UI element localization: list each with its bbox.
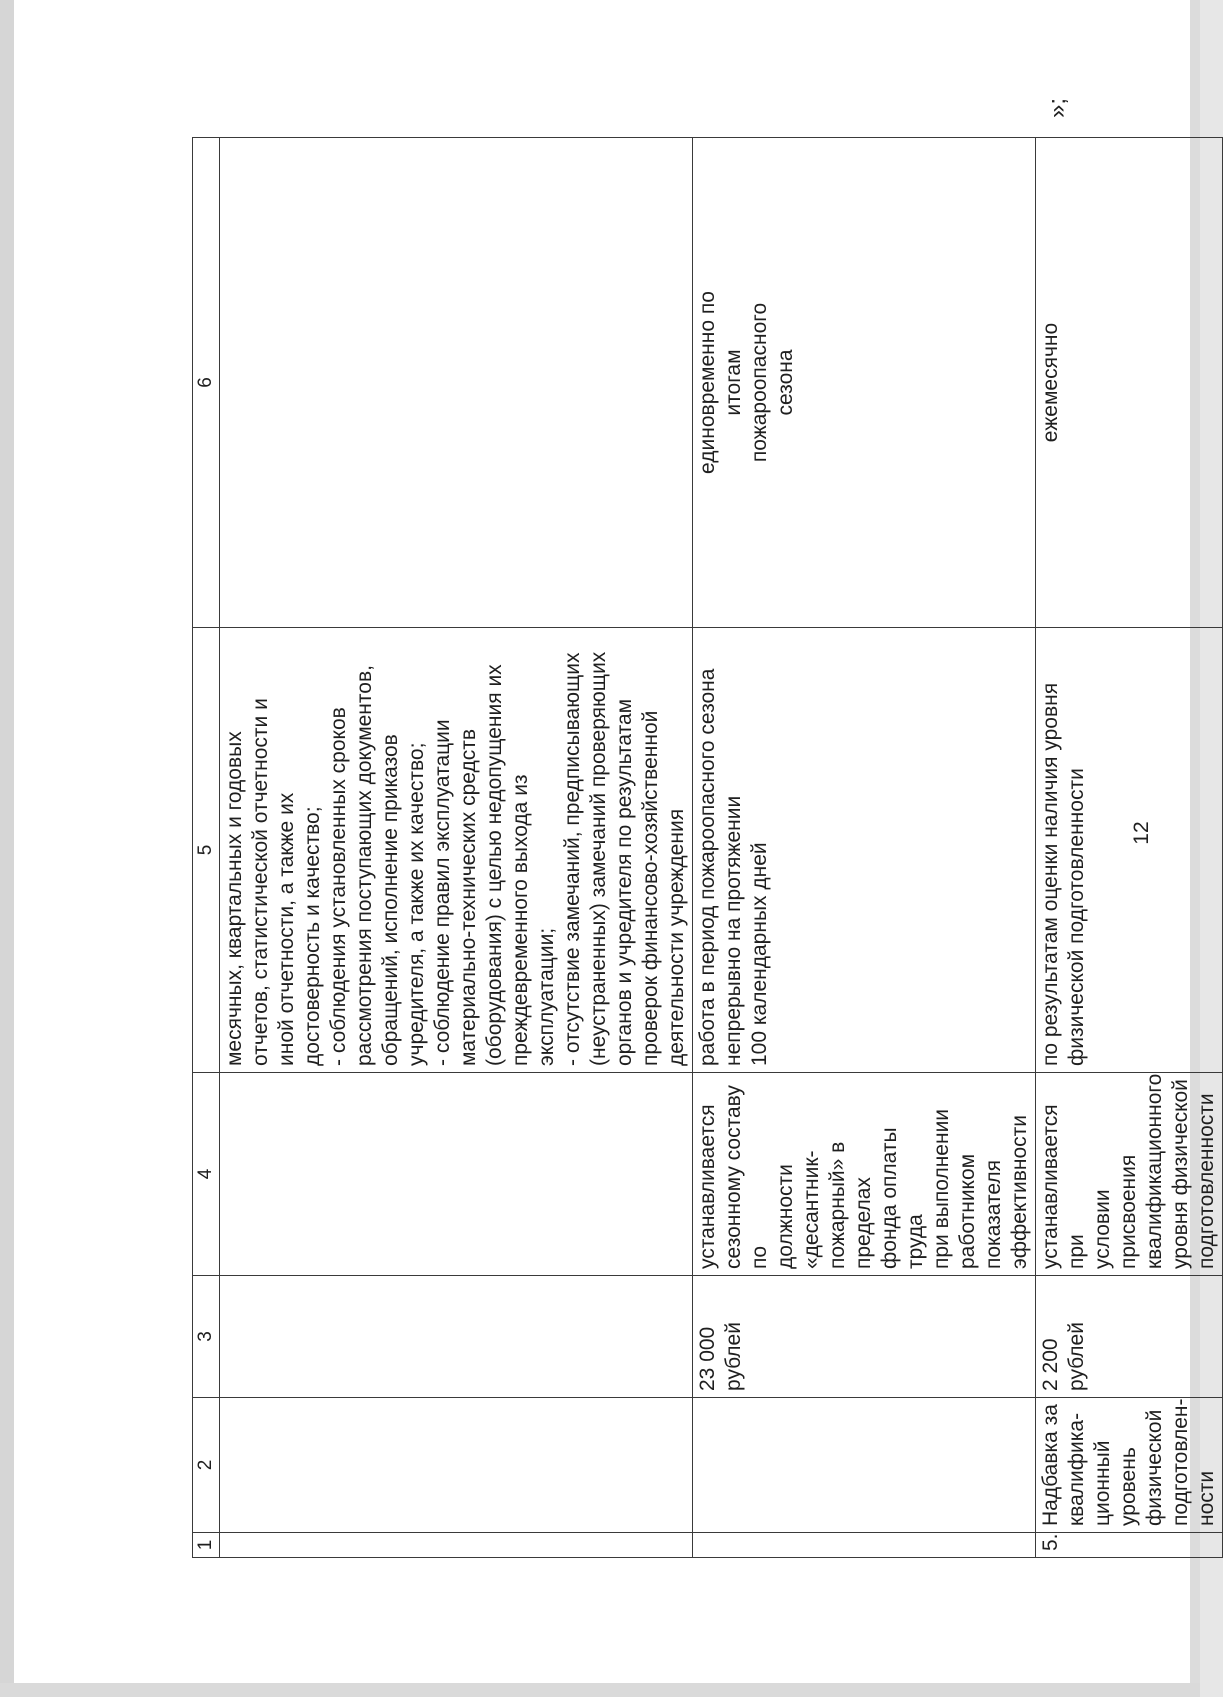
cell-payment-name: Надбавка за квалифика- ционный уровень физической подготовлен- ности xyxy=(1036,1398,1223,1533)
rotated-content xyxy=(192,97,1218,1558)
cell-amount: 2 200 рублей xyxy=(1036,1276,1223,1398)
cell-amount: 23 000 рублей xyxy=(693,1276,1036,1398)
table-row xyxy=(1036,138,1223,1558)
closing-quote-mark: »; xyxy=(1044,97,1071,118)
cell-number xyxy=(693,1533,1036,1558)
cell-conditions: устанавливается сезонному составу по должности «десантник- пожарный» в пределах фонда оплаты труда при выполнении работником показателя эффективности xyxy=(693,1073,1036,1276)
header-cell-1: 1 xyxy=(193,1533,220,1558)
cell-criteria: работа в период пожароопасного сезона непрерывно на протяжении 100 календарных дней xyxy=(693,628,1036,1073)
page-number: 12 xyxy=(1130,821,1153,845)
table-row xyxy=(693,138,1036,1558)
table-header-row xyxy=(193,138,220,1558)
header-cell-2: 2 xyxy=(193,1398,220,1533)
header-cell-5: 5 xyxy=(193,628,220,1073)
cell-periodicity: ежемесячно xyxy=(1036,138,1223,628)
table-row xyxy=(220,138,693,1558)
cell-periodicity xyxy=(220,138,693,628)
header-cell-4: 4 xyxy=(193,1073,220,1276)
cell-payment-name xyxy=(693,1398,1036,1533)
cell-number: 5. xyxy=(1036,1533,1223,1558)
header-cell-3: 3 xyxy=(193,1276,220,1398)
cell-conditions xyxy=(220,1073,693,1276)
cell-periodicity: единовременно по итогам пожароопасного сезона xyxy=(693,138,1036,628)
payments-table xyxy=(192,137,1223,1558)
cell-criteria: по результатам оценки наличия уровня физической подготовленности xyxy=(1036,628,1223,1073)
cell-payment-name xyxy=(220,1398,693,1533)
scan-edge-left xyxy=(0,0,14,1697)
scan-edge-bottom xyxy=(0,1683,1200,1697)
cell-criteria: месячных, квартальных и годовых отчетов, статистической отчетности и иной отчетности, а также их достоверность и качество; - соблюдения установленных сроков рассмотрения поступающих документов, обращений, исполнение приказов учредителя, а также их качество; - соблюдение правил эксплуатации материально-технических средств (оборудования) с целью недопущения их преждевременного выхода из эксплуатации; - отсутствие замечаний, предписывающих (неустраненных) замечаний проверяющих органов и учредителя по результатам проверок финансово-хозяйственной деятельности учреждения xyxy=(220,628,693,1073)
header-cell-6: 6 xyxy=(193,138,220,628)
cell-conditions: устанавливается при условии присвоения квалификационного уровня физической подготовленности xyxy=(1036,1073,1223,1276)
cell-number xyxy=(220,1533,693,1558)
cell-amount xyxy=(220,1276,693,1398)
